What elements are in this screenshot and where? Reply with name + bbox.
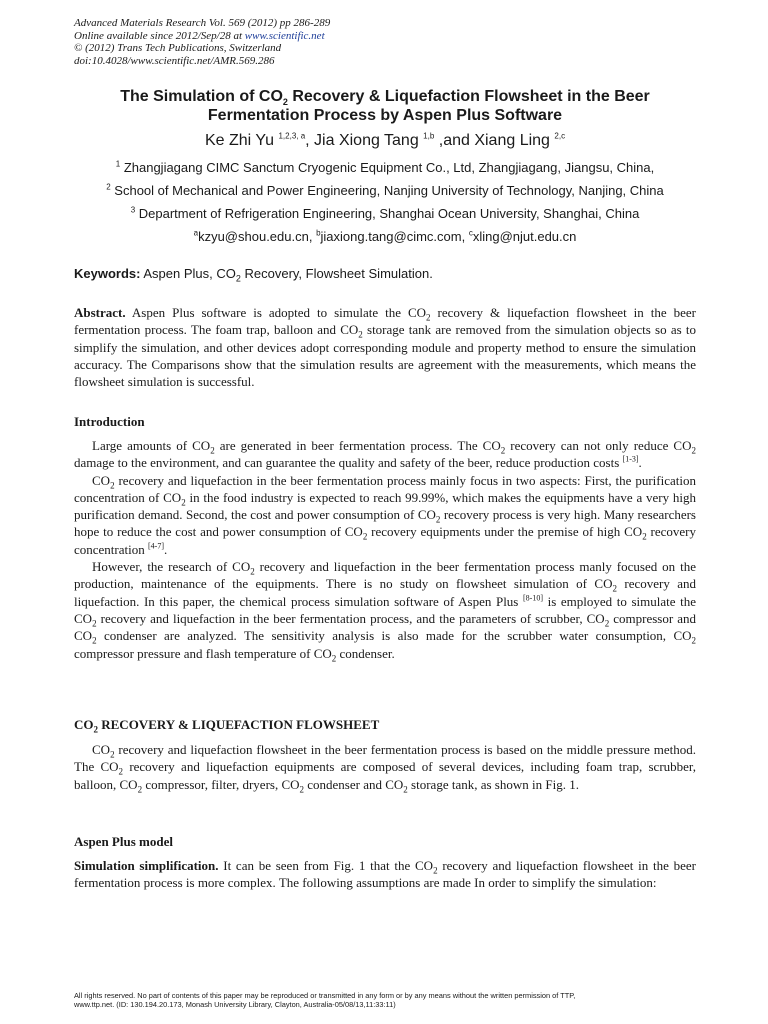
copyright-line: © (2012) Trans Tech Publications, Switzerland — [74, 42, 282, 54]
flowsheet-section-heading: $CO_2$ RECOVERY & LIQUEFACTION FLOWSHEET — [74, 717, 380, 735]
online-availability: Online available since 2012/Sep/28 at www.scientific.net — [74, 29, 325, 42]
journal-citation: Advanced Materials Research Vol. 569 (2012) pp 286-289 — [74, 17, 331, 29]
keywords: Keywords: Aspen Plus, $CO_2$ Recovery, Flowsheet Simulation. — [74, 266, 433, 284]
author-emails: $^a$kzyu@shou.edu.cn, $^b$jiaxiong.tang@cimc.com, $^c$xling@njut.edu.cn — [193, 228, 577, 244]
author-list: Ke Zhi Yu $^{1,2,3, a}$, Jia Xiong Tang $^{1,b}$ ,and Xiang Ling $^{2,c}$ — [204, 131, 566, 149]
intro-paragraph-2: $CO_2$ recovery and liquefaction in the beer fermentation process mainly focus in two aspects: First, the purification concentration of $CO_2$ in the food industry is expected to reach 99.99%, which makes the equipments have a very high purification demand. Second, the cost and power consumption of $CO_2$ recovery process is very high. Many researchers hope to reduce the cost and power consumption of $CO_2$ recovery equipments under the premise of high $CO_2$ recovery concentration [4-7]. — [74, 472, 697, 557]
abstract: Abstract. Aspen Plus software is adopted to simulate the $CO_2$ recovery & liquefaction flowsheet in the beer fermentation process. The foam trap, balloon and $CO_2$ storage tank are removed from the simulation objects so as to simplify the simulation, and other devices adopt corresponding module and property method to ensure the simulation accuracy. The Comparisons show that the simulation results are agreement with the measurements, which means the flowsheet simulation is successful. — [74, 305, 697, 390]
introduction-body — [74, 437, 696, 662]
affiliation-2: $^2$ School of Mechanical and Power Engineering, Nanjing University of Technology, Nanjing, China — [106, 182, 664, 198]
simulation-simplification: Simulation simplification. It can be seen from Fig. 1 that the $CO_2$ recovery and liquefaction flowsheet in the beer fermentation process is more complex. The following assumptions are made In order to simplify the simulation: — [74, 858, 696, 891]
flowsheet-section-body: $CO_2$ recovery and liquefaction flowsheet in the beer fermentation process is based on the middle pressure method. The $CO_2$ recovery and liquefaction equipments are composed of several devices, including foam trap, scrubber, balloon, $CO_2$ compressor, filter, dryers, $CO_2$ condenser and $CO_2$ storage tank, as shown in Fig. 1. — [74, 742, 696, 795]
intro-paragraph-1: Large amounts of $CO_2$ are generated in beer fermentation process. The $CO_2$ recovery can not only reduce $CO_2$ damage to the environment, and can guarantee the quality and safety of the beer, reduce production costs [1-3]. — [74, 438, 696, 471]
paper-title: The Simulation of $CO_2$ Recovery & Liquefaction Flowsheet in the Beer Fermentation Process by Aspen Plus Software — [120, 88, 650, 124]
aspen-model-heading: Aspen Plus model — [74, 834, 173, 849]
affiliation-1: $^1$ Zhangjiagang CIMC Sanctum Cryogenic Equipment Co., Ltd, Zhangjiagang, Jiangsu, China, — [115, 159, 655, 175]
journal-header — [74, 17, 330, 67]
publisher-link[interactable]: www.scientific.net — [244, 29, 325, 42]
copyright-footer: All rights reserved. No part of contents of this paper may be reproduced or transmitted in any form or by any means without the written permission of TTP, www.ttp.net. (ID: 130.194.20.173, Monash University Library, Clayton, Australia-05/08/13,11:33:11) — [74, 991, 576, 1009]
doi-line: doi:10.4028/www.scientific.net/AMR.569.286 — [74, 54, 275, 67]
introduction-heading: Introduction — [74, 414, 145, 429]
intro-paragraph-3: However, the research of $CO_2$ recovery and liquefaction in the beer fermentation process manly focused on the production, maintenance of the equipments. There is no study on flowsheet simulation of $CO_2$ recovery and liquefaction. In this paper, the chemical process simulation software of Aspen Plus [8-10] is employed to simulate the $CO_2$ recovery and liquefaction in the beer fermentation process, and the parameters of scrubber, $CO_2$ compressor and $CO_2$ condenser are analyzed. The sensitivity analysis is also made for the scrubber water consumption, $CO_2$ compressor pressure and flash temperature of $CO_2$ condenser. — [74, 559, 697, 664]
affiliation-3: $^3$ Department of Refrigeration Engineering, Shanghai Ocean University, Shanghai, China — [130, 205, 640, 221]
